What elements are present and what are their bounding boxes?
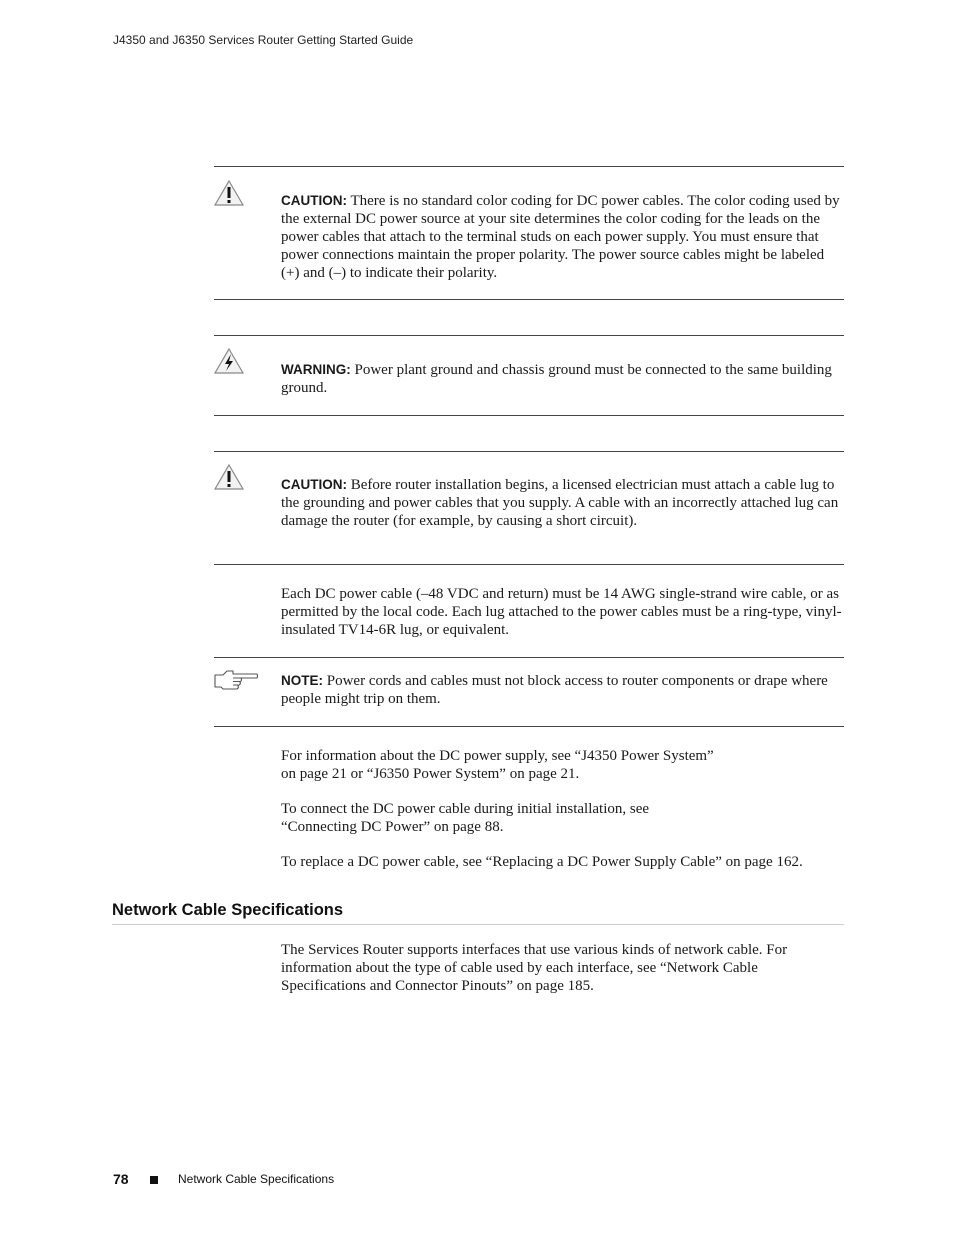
section-heading: Network Cable Specifications [112,901,344,919]
connect-paragraph [281,800,846,836]
notice-rule-top [214,335,844,336]
info-line: For information about the DC power supply, see “J4350 Power System” [281,748,714,764]
notice-rule-top [214,166,844,167]
warning-notice [281,361,846,397]
caution-text: Before router installation begins, a licensed electrician must attach a cable lug to the grounding and power cables that you supply. A cable with an incorrectly attached lug can damage the router (for example, by causing a short circuit). [281,477,839,529]
info-paragraph [281,747,846,783]
caution-icon [213,463,245,491]
info-line: on page 21 or “J6350 Power System” on page 21. [281,766,580,782]
caution-label: CAUTION: [281,477,347,492]
notice-rule-bottom [214,415,844,416]
warning-label: WARNING: [281,362,351,377]
warning-text: Power plant ground and chassis ground must be connected to the same building ground. [281,362,832,396]
caution-notice [281,192,846,282]
page-number: 78 [113,1171,129,1187]
note-text: Power cords and cables must not block access to router components or drape where people might trip on them. [281,673,828,707]
running-header: J4350 and J6350 Services Router Getting Started Guide [113,33,414,47]
connect-line: “Connecting DC Power” on page 88. [281,819,504,835]
warning-icon [213,347,245,375]
caution-notice [281,476,846,530]
notice-rule-top [214,451,844,452]
caution-icon [213,179,245,207]
notice-rule-bottom [214,726,844,727]
notice-rule-top [214,657,844,658]
note-icon [213,668,259,692]
replace-paragraph: To replace a DC power cable, see “Replacing a DC Power Supply Cable” on page 162. [281,854,803,870]
notice-rule-bottom [214,564,844,565]
note-label: NOTE: [281,673,323,688]
heading-rule [112,924,844,925]
connect-line: To connect the DC power cable during initial installation, see [281,801,650,817]
footer-section-title: Network Cable Specifications [178,1172,335,1186]
footer-separator-square [150,1176,158,1184]
section-paragraph: The Services Router supports interfaces that use various kinds of network cable. For information about the type of cable used by each interface, see “Network Cable Specifications and Connector Pinouts” on page 185. [281,942,788,994]
note-notice [281,672,846,708]
notice-rule-bottom [214,299,844,300]
cable-spec-paragraph: Each DC power cable (–48 VDC and return) must be 14 AWG single-strand wire cable, or as permitted by the local code. Each lug attached to the power cables must be a ring-type, vinyl-insulated TV14-6R lug, or equivalent. [281,586,842,638]
caution-text: There is no standard color coding for DC power cables. The color coding used by the external DC power source at your site determines the color coding for the leads on the power cables that attach to the terminal studs on each power supply. You must ensure that power connections maintain the proper polarity. The power source cables might be labeled (+) and (–) to indicate their polarity. [281,193,840,281]
caution-label: CAUTION: [281,193,347,208]
